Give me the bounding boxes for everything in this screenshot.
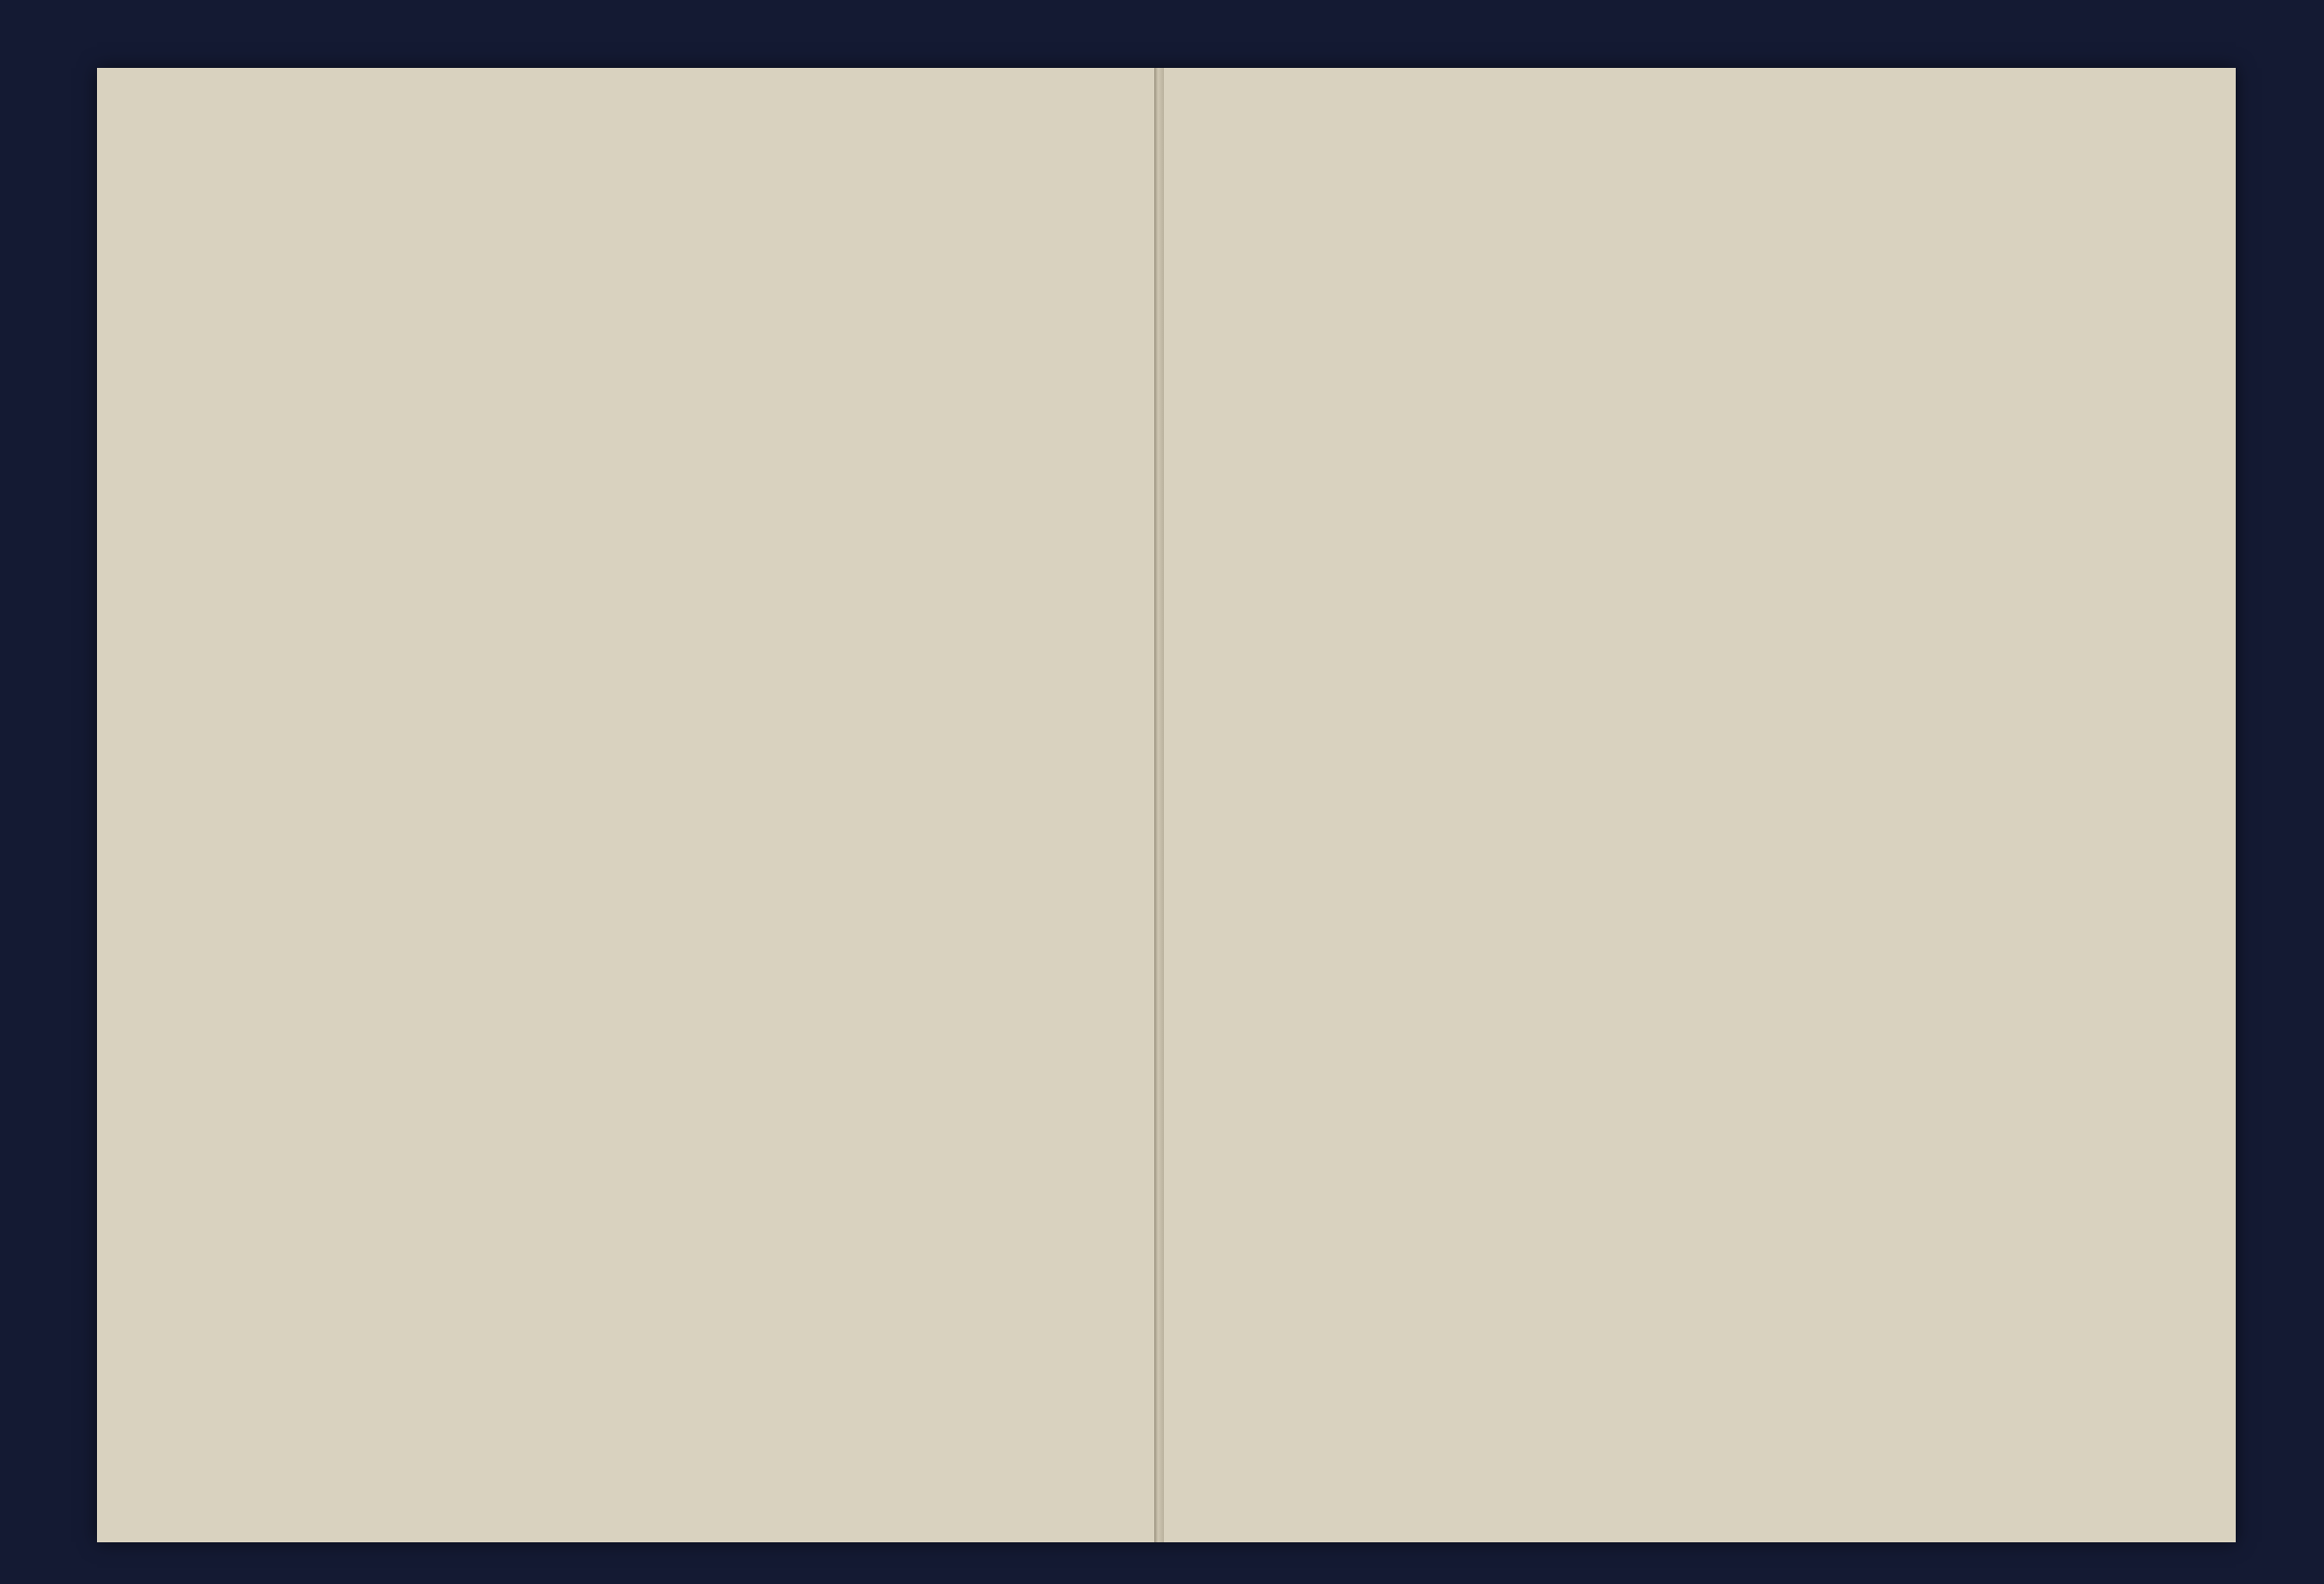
book-spread: [97, 68, 2236, 1542]
book-gutter: [1154, 68, 1164, 1542]
left-page: [97, 68, 1154, 1542]
right-page: [1164, 68, 2236, 1542]
